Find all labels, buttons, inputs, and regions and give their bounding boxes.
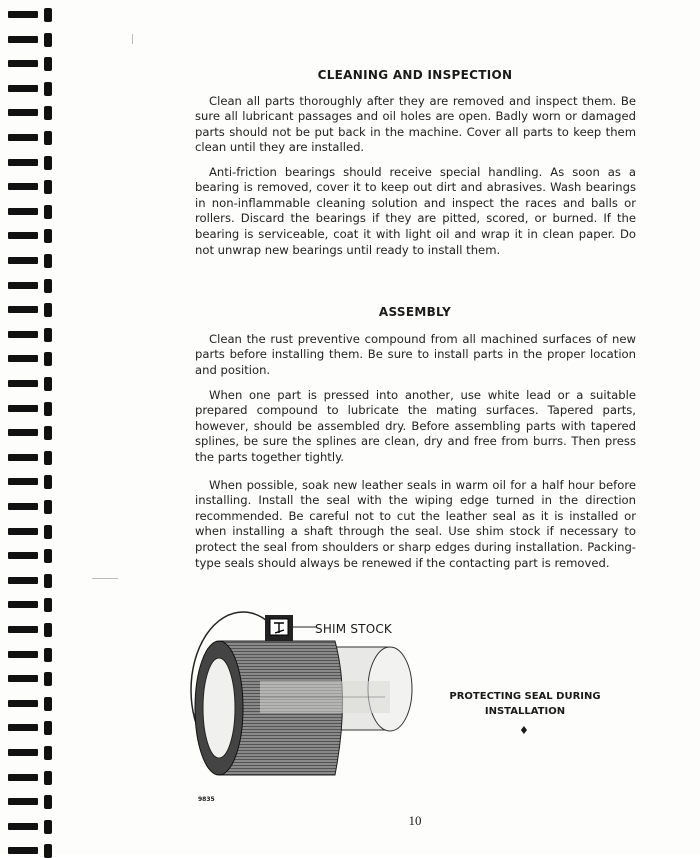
page-number: 10 bbox=[408, 813, 422, 828]
binding-ring bbox=[8, 229, 60, 243]
binding-ring bbox=[8, 106, 60, 120]
binding-ring bbox=[8, 402, 60, 416]
binding-ring bbox=[8, 352, 60, 366]
paragraph-assembly-3: When possible, soak new leather seals in warm oil for a half hour before installing. Install the seal with the wiping edge turned in the direction recommended. Be careful not to cut the leather seal as it is installed or when installing a shaft through the seal. Use shim stock if necessary to protect the seal from shoulders or sharp edges during installation. Packing-type seals should always be renewed if the contacting part is removed. bbox=[195, 477, 636, 570]
binding-ring bbox=[8, 205, 60, 219]
binding-ring bbox=[8, 33, 60, 47]
paragraph-cleaning-2: Anti-friction bearings should receive special handling. As soon as a bearing is removed, cover it to keep out dirt and abrasives. Wash bearings in non-inflammable cleaning solution and inspect the races and balls or rollers. Discard the bearings if they are pitted, scored, or burned. If the bearing is serviceable, coat it with light oil and wrap it in clean paper. Do not unwrap new bearings until ready to install them. bbox=[195, 164, 636, 257]
binding-ring bbox=[8, 500, 60, 514]
binding-ring bbox=[8, 721, 60, 735]
paragraph-assembly-1: Clean the rust preventive compound from all machined surfaces of new parts before installing them. Be sure to install parts in the proper location and position. bbox=[195, 331, 636, 377]
binding-ring bbox=[8, 82, 60, 96]
section-heading-assembly: ASSEMBLY bbox=[378, 305, 452, 319]
binding-ring bbox=[8, 475, 60, 489]
binding-ring bbox=[8, 328, 60, 342]
binding-ring bbox=[8, 57, 60, 71]
binding-ring bbox=[8, 8, 60, 22]
diamond-marker: ♦ bbox=[519, 724, 529, 737]
binding-ring bbox=[8, 574, 60, 588]
paragraph-cleaning-1: Clean all parts thoroughly after they are removed and inspect them. Be sure all lubricant passages and oil holes are open. Badly worn or damaged parts should not be put back in the machine. Cover all parts to keep them clean until they are installed. bbox=[195, 93, 636, 155]
paragraph-assembly-2: When one part is pressed into another, use white lead or a suitable prepared compound to lubricate the mating surfaces. Tapered parts, however, should be assembled dry. Before assembling parts with tapered splines, be sure the splines are clean, dry and free from burrs. Then press the parts together tightly. bbox=[195, 387, 636, 464]
paper-speck bbox=[92, 578, 118, 579]
binding-ring bbox=[8, 525, 60, 539]
shim-stock-callout: SHIM STOCK bbox=[315, 622, 392, 636]
binding-ring bbox=[8, 549, 60, 563]
binding-ring bbox=[8, 795, 60, 809]
binding-ring bbox=[8, 771, 60, 785]
binding-ring bbox=[8, 303, 60, 317]
binding-ring bbox=[8, 451, 60, 465]
binding-ring bbox=[8, 746, 60, 760]
binding-ring bbox=[8, 672, 60, 686]
binding-ring bbox=[8, 648, 60, 662]
binding-ring bbox=[8, 426, 60, 440]
paper-speck bbox=[132, 34, 133, 44]
binding-ring bbox=[8, 156, 60, 170]
spiral-binding bbox=[0, 0, 60, 854]
binding-ring bbox=[8, 623, 60, 637]
binding-ring bbox=[8, 598, 60, 612]
figure-caption bbox=[440, 689, 610, 719]
binding-ring bbox=[8, 844, 60, 858]
figure-reference-number: 9835 bbox=[198, 796, 215, 803]
binding-ring bbox=[8, 131, 60, 145]
binding-ring bbox=[8, 279, 60, 293]
section-heading-cleaning: CLEANING AND INSPECTION bbox=[317, 68, 513, 82]
binding-ring bbox=[8, 697, 60, 711]
caption-line-2: INSTALLATION bbox=[484, 706, 566, 717]
binding-ring bbox=[8, 180, 60, 194]
binding-ring bbox=[8, 377, 60, 391]
caption-line-1: PROTECTING SEAL DURING bbox=[449, 691, 601, 702]
binding-ring bbox=[8, 820, 60, 834]
binding-ring bbox=[8, 254, 60, 268]
